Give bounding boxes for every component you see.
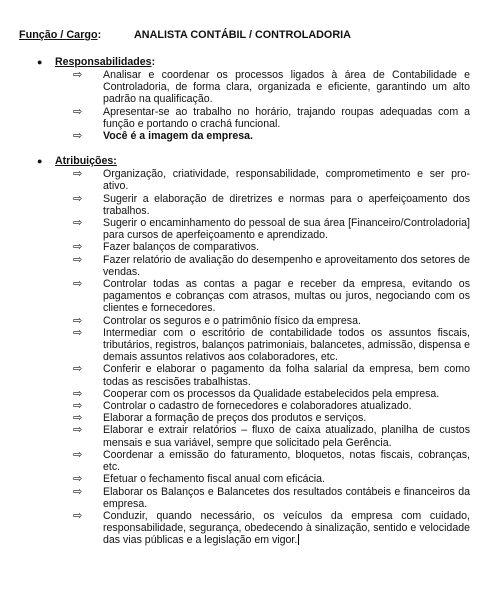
section-responsabilidades <box>19 56 470 142</box>
item-text: Conduzir, quando necessário, os veículos da empresa com cuidado, responsabilidade, segurança, obedecendo à sinalização, sentido e velocidade das vias públicas e a legislação em vigor. <box>103 509 470 547</box>
job-title: ANALISTA CONTÁBIL / CONTROLADORIA <box>134 29 351 41</box>
right-arrow-icon: ⇨ <box>73 69 83 81</box>
job-label-colon: : <box>97 29 102 41</box>
section-title-suffix: : <box>151 56 156 68</box>
list-item <box>73 424 470 448</box>
right-arrow-icon: ⇨ <box>73 412 83 425</box>
right-arrow-icon: ⇨ <box>73 387 83 400</box>
list-item <box>73 130 470 142</box>
right-arrow-icon: ⇨ <box>73 278 83 291</box>
list-item <box>73 327 470 364</box>
right-arrow-icon: ⇨ <box>73 192 83 205</box>
item-text: Efetuar o fechamento fiscal anual com eficácia. <box>103 473 325 486</box>
list-item <box>73 278 470 315</box>
right-arrow-icon: ⇨ <box>73 130 83 143</box>
section-title <box>19 155 470 168</box>
section-title-text: Responsabilidades <box>55 56 152 68</box>
right-arrow-icon: ⇨ <box>73 217 83 230</box>
right-arrow-icon: ⇨ <box>73 485 83 498</box>
list-item <box>73 193 470 217</box>
section-title-text: Atribuições: <box>55 155 117 168</box>
list-item <box>73 510 470 547</box>
sections-container <box>19 56 470 547</box>
item-text: Apresentar-se ao trabalho no horário, trajando roupas adequadas com a função e portando o crachá funcional. <box>103 105 470 130</box>
right-arrow-icon: ⇨ <box>73 509 83 522</box>
item-text: Intermediar com o escritório de contabilidade todos os assuntos fiscais, tributários, registros, balanços patrimoniais, balancetes, admissão, dispensa e demais assuntos relativos aos colaboradores, etc. <box>103 326 470 364</box>
right-arrow-icon: ⇨ <box>73 424 83 437</box>
item-list <box>19 168 470 546</box>
job-label-text: Função / Cargo <box>19 29 98 41</box>
item-text: Você é a imagem da empresa. <box>103 130 253 143</box>
right-arrow-icon: ⇨ <box>73 448 83 461</box>
list-item <box>73 315 470 327</box>
item-text: Cooperar com os processos da Qualidade estabelecidos pela empresa. <box>103 387 440 400</box>
item-text: Sugerir o encaminhamento do pessoal de sua área [Financeiro/Controladoria] para cursos de aperfeiçoamento e aprendizado. <box>103 217 470 242</box>
list-item <box>73 400 470 412</box>
item-text: Controlar todas as contas a pagar e receber da empresa, evitando os pagamentos e cobranças com atrasos, multas ou juros, negociando com os clientes e fornecedores. <box>103 278 470 315</box>
item-text: Fazer relatório de avaliação do desempenho e aproveitamento dos setores de vendas. <box>103 253 470 278</box>
item-text: Organização, criatividade, responsabilidade, comprometimento e ser pro-ativo. <box>103 168 470 193</box>
text-cursor <box>298 534 299 545</box>
list-item <box>73 412 470 424</box>
item-text: Sugerir a elaboração de diretrizes e normas para o aperfeiçoamento dos trabalhos. <box>103 192 470 217</box>
item-text: Fazer balanços de comparativos. <box>103 241 260 254</box>
right-arrow-icon: ⇨ <box>73 326 83 339</box>
item-text: Elaborar a formação de preços dos produtos e serviços. <box>103 412 367 425</box>
item-text: Elaborar e extrair relatórios – fluxo de caixa atualizado, planilha de custos mensais e sua variável, sempre que solicitado pela Gerência. <box>103 424 470 449</box>
item-text: Elaborar os Balanços e Balancetes dos resultados contábeis e financeiros da empresa. <box>103 485 470 510</box>
item-text: Conferir e elaborar o pagamento da folha salarial da empresa, bem como todas as rescisões trabalhistas. <box>103 363 470 388</box>
list-item <box>73 217 470 241</box>
right-arrow-icon: ⇨ <box>73 400 83 413</box>
item-text: Analisar e coordenar os processos ligados à área de Contabilidade e Controladoria, de forma clara, organizada e eficiente, garantindo um alto padrão na qualificação. <box>103 69 470 106</box>
job-header <box>19 29 470 42</box>
right-arrow-icon: ⇨ <box>73 253 83 266</box>
list-item <box>73 69 470 106</box>
list-item <box>73 106 470 130</box>
list-item <box>73 486 470 510</box>
right-arrow-icon: ⇨ <box>73 363 83 376</box>
right-arrow-icon: ⇨ <box>73 168 83 181</box>
item-text: Coordenar a emissão do faturamento, bloquetos, notas fiscais, cobranças, etc. <box>103 448 470 474</box>
list-item <box>73 449 470 473</box>
job-label <box>19 29 134 42</box>
list-item <box>73 241 470 253</box>
item-text: Controlar os seguros e o patrimônio físico da empresa. <box>103 314 361 327</box>
bullet-icon: ● <box>37 57 43 67</box>
right-arrow-icon: ⇨ <box>73 241 83 254</box>
item-list <box>19 69 470 142</box>
list-item <box>73 168 470 192</box>
right-arrow-icon: ⇨ <box>73 105 83 118</box>
item-text: Controlar o cadastro de fornecedores e colaboradores atualizado. <box>103 400 412 413</box>
list-item <box>73 388 470 400</box>
right-arrow-icon: ⇨ <box>73 314 83 327</box>
list-item <box>73 254 470 278</box>
bullet-icon: ● <box>37 156 43 167</box>
right-arrow-icon: ⇨ <box>73 473 83 486</box>
section-title <box>19 56 470 69</box>
list-item <box>73 363 470 387</box>
section-atribuicoes <box>19 155 470 546</box>
list-item <box>73 473 470 485</box>
